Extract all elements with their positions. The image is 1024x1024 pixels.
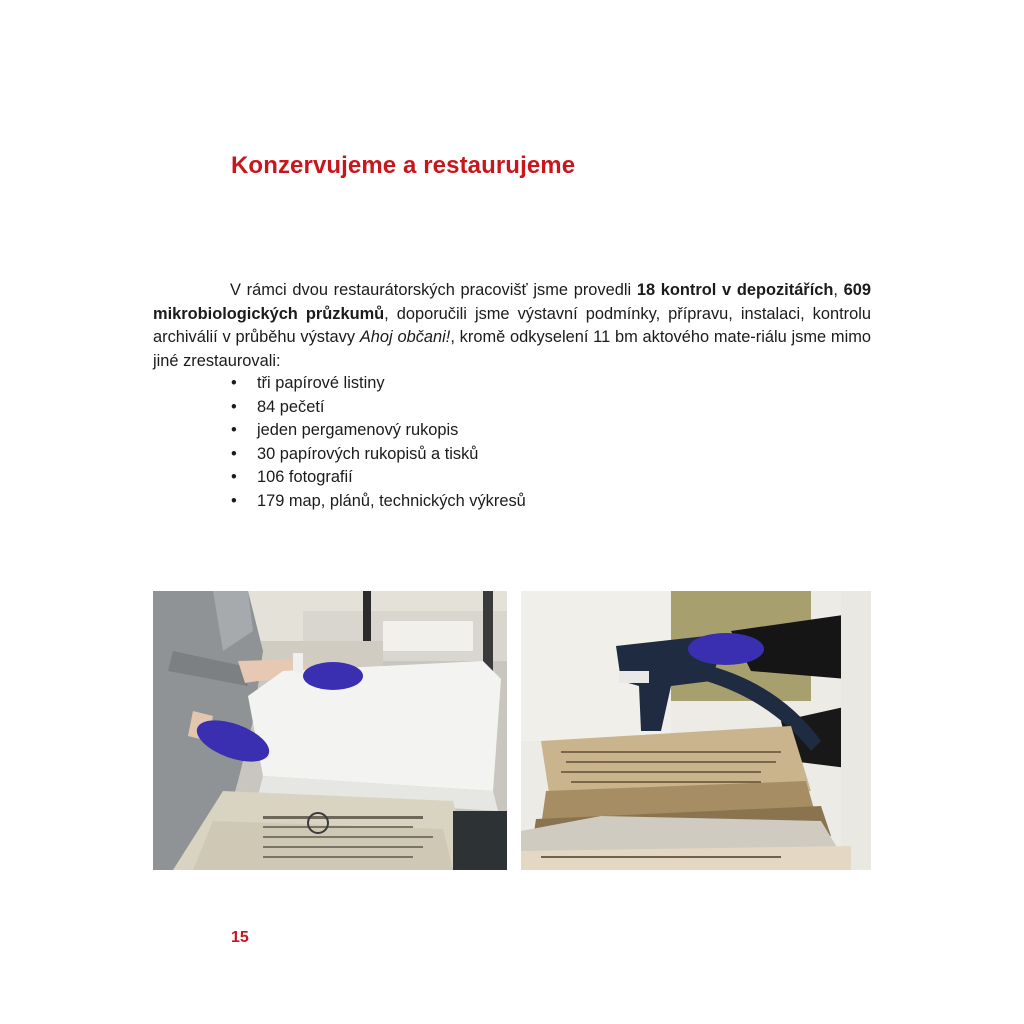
list-item: • 84 pečetí	[231, 396, 526, 420]
intro-text-1: V rámci dvou restaurátorských pracovišť jsme provedli	[230, 281, 637, 299]
intro-text-4: , kromě odkyselení 11 bm aktového mate-riálu jsme mimo jiné zrestaurovali:	[153, 328, 871, 370]
intro-text-2: ,	[833, 281, 844, 299]
photo-paper-handling	[153, 591, 507, 870]
intro-exhibition-name: Ahoj občani!	[359, 328, 451, 346]
list-item: • 106 fotografií	[231, 466, 526, 490]
list-item: • 30 papírových rukopisů a tisků	[231, 443, 526, 467]
page-title: Konzervujeme a restaurujeme	[231, 152, 576, 179]
intro-text-3: , doporučili jsme výstavní podmínky, přípravu, instalaci, kontrolu archiválií v průběhu výstavy	[153, 304, 871, 346]
list-item: • 179 map, plánů, technických výkresů	[231, 490, 526, 514]
list-item: • jeden pergamenový rukopis	[231, 419, 526, 443]
intro-bold-inspections: 18 kontrol v depozitářích	[636, 281, 834, 299]
intro-paragraph	[153, 279, 871, 373]
page-number: 15	[231, 929, 249, 946]
photo-manuscript-drying	[521, 591, 871, 870]
intro-bold-surveys: 609 mikrobiologických průzkumů	[153, 281, 871, 323]
restored-items-list	[231, 372, 526, 513]
list-item: • tři papírové listiny	[231, 372, 526, 396]
